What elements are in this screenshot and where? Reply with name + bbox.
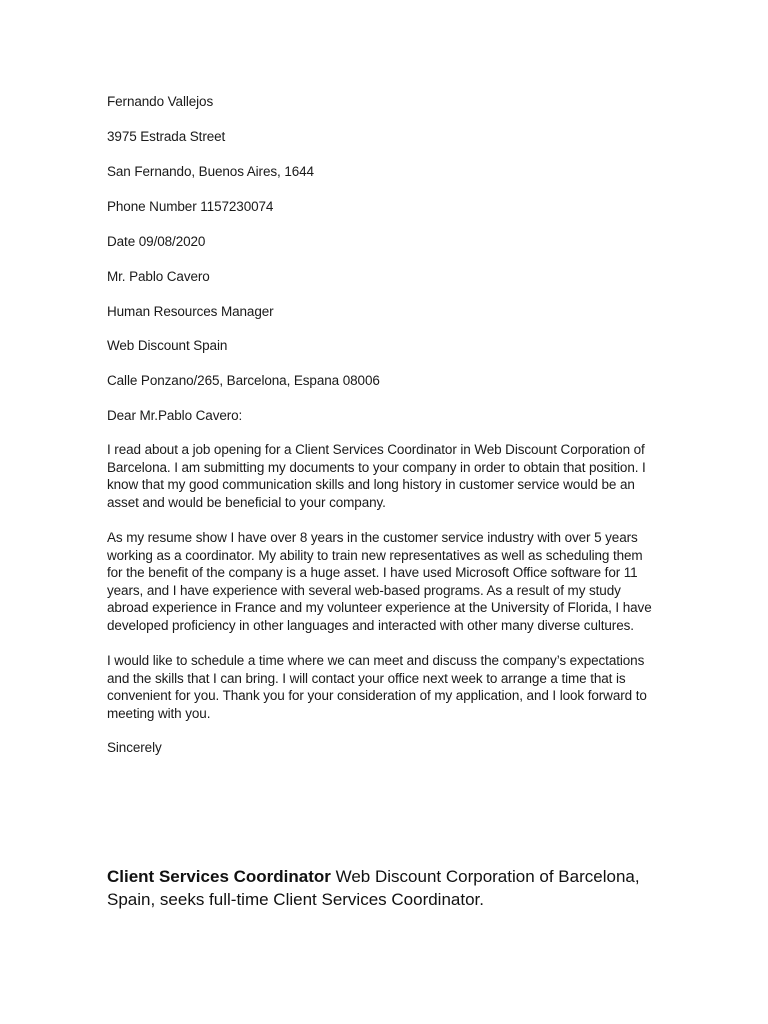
recipient-company: Web Discount Spain [107,338,228,353]
closing: Sincerely [107,740,162,755]
recipient-address: Calle Ponzano/265, Barcelona, Espana 08006 [107,373,380,388]
recipient-name: Mr. Pablo Cavero [107,269,210,284]
paragraph-line: and the skills that I can bring. I will contact your office next week to arrange a time that is [107,670,626,686]
paragraph-line: abroad experience in France and my volunteer experience at the University of Florida, I have [107,600,652,616]
footer-line-1 [107,865,707,888]
paragraph-line: for the benefit of the company is a huge asset. I have used Microsoft Office software for 11 [107,565,638,581]
footer-line-1-rest: Web Discount Corporation of Barcelona, [330,867,640,886]
paragraph-line: working as a coordinator. My ability to train new representatives as well as scheduling them [107,547,643,563]
letter-date: Date 09/08/2020 [107,234,206,249]
body-paragraph-3 [107,652,647,722]
paragraph-line: developed proficiency in other languages and interacted with other many diverse cultures. [107,617,634,633]
recipient-title: Human Resources Manager [107,304,274,319]
paragraph-line: I read about a job opening for a Client Services Coordinator in Web Discount Corporation of [107,442,645,457]
body-paragraph-2 [107,529,652,635]
paragraph-line: Barcelona. I am submitting my documents to your company in order to obtain that position. I [107,459,646,475]
job-summary-footer [107,865,707,911]
salutation: Dear Mr.Pablo Cavero: [107,408,243,423]
paragraph-line: asset and would be beneficial to your company. [107,494,386,510]
paragraph-line: years, and I have experience with several web-based programs. As a result of my study [107,582,621,598]
body-paragraph-1 [107,441,647,511]
sender-phone: Phone Number 1157230074 [107,199,274,214]
sender-city: San Fernando, Buenos Aires, 1644 [107,164,314,179]
paragraph-line: convenient for you. Thank you for your consideration of my application, and I look forward to [107,688,647,704]
paragraph-line: I would like to schedule a time where we can meet and discuss the company’s expectations [107,653,645,668]
sender-street: 3975 Estrada Street [107,129,226,144]
paragraph-line: As my resume show I have over 8 years in the customer service industry with over 5 years [107,530,638,545]
paragraph-line: meeting with you. [107,705,211,721]
job-title-bold: Client Services Coordinator [107,867,331,886]
paragraph-line: know that my good communication skills and long history in customer service would be an [107,477,635,493]
footer-line-2: Spain, seeks full-time Client Services Coordinator. [107,890,484,909]
sender-name: Fernando Vallejos [107,94,214,109]
